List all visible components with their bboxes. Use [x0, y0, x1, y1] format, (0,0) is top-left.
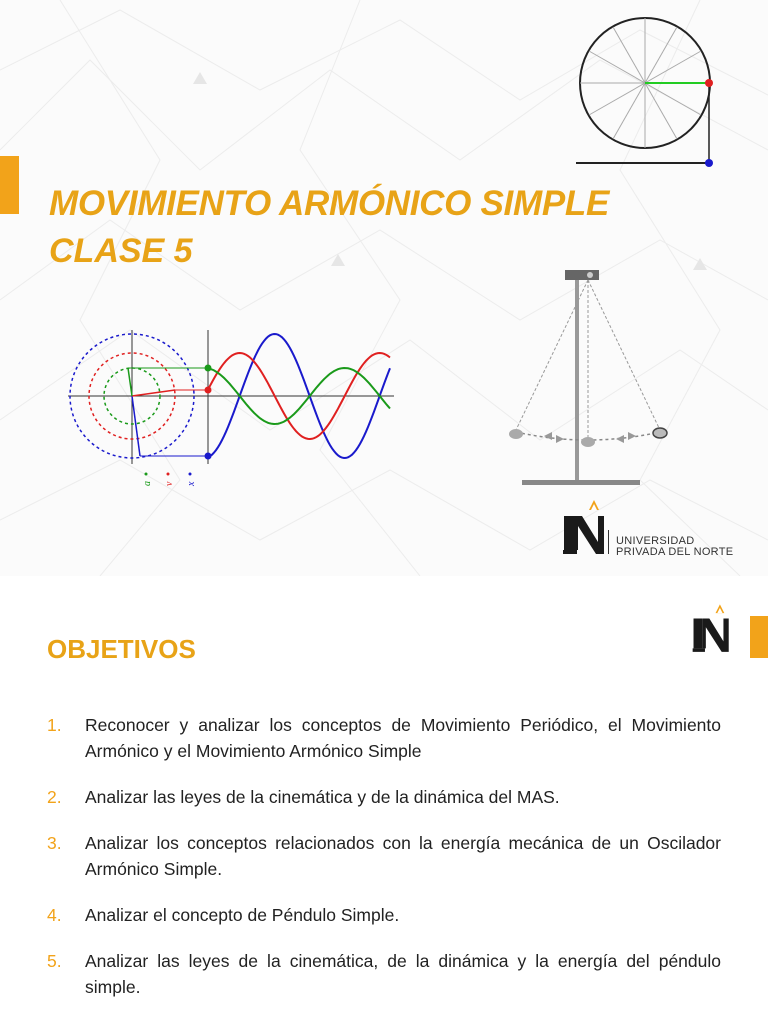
objectives-list [47, 712, 721, 1020]
displacement-dot [205, 453, 212, 460]
objective-text: Reconocer y analizar los conceptos de Movimiento Periódico, el Movimiento Armónico y el Movimiento Armónico Simple [85, 715, 721, 761]
objectives-accent-bar [750, 616, 768, 658]
objective-number: 2. [47, 787, 62, 807]
slide-divider [0, 576, 768, 586]
objective-text: Analizar los conceptos relacionados con la energía mecánica de un Oscilador Armónico Simple. [85, 833, 721, 879]
objective-item [47, 902, 721, 928]
legend-v-label: v [164, 481, 175, 486]
pendulum-stand-rod [575, 278, 579, 480]
slide-title: MOVIMIENTO ARMÓNICO SIMPLE [49, 184, 609, 223]
title-accent-bar [0, 156, 19, 214]
velocity-dot [205, 387, 212, 394]
objectives-heading: OBJETIVOS [47, 634, 196, 664]
velocity-phasor [132, 390, 175, 396]
objective-number: 5. [47, 951, 62, 971]
projected-point [705, 159, 713, 167]
objective-item [47, 784, 721, 810]
university-name-line2: PRIVADA DEL NORTE [616, 546, 734, 558]
objective-item [47, 830, 721, 882]
pendulum-clamp [565, 270, 599, 280]
pendulum-bob-center [581, 437, 595, 447]
pendulum-strings [516, 280, 660, 440]
objective-number: 4. [47, 905, 62, 925]
objective-item [47, 948, 721, 1000]
legend-x-label: x [186, 481, 197, 486]
objective-text: Analizar las leyes de la cinemática y de la dinámica del MAS. [85, 787, 560, 807]
university-name [616, 536, 733, 558]
slide-subtitle: CLASE 5 [49, 232, 193, 270]
pendulum-base [522, 480, 640, 485]
rotating-point [705, 79, 713, 87]
acceleration-phasor [128, 368, 132, 396]
objective-item [47, 712, 721, 764]
pendulum-bob-left [509, 429, 523, 439]
acceleration-dot [205, 365, 212, 372]
objective-text: Analizar las leyes de la cinemática, de la dinámica y la energía del péndulo simple. [85, 951, 721, 997]
objective-number: 1. [47, 715, 62, 735]
pendulum-bob-right [653, 428, 667, 438]
objective-text: Analizar el concepto de Péndulo Simple. [85, 905, 400, 925]
legend-a-label: a [142, 481, 153, 486]
rotating-circle-diagram [570, 14, 722, 172]
university-name-line1: UNIVERSIDAD [616, 535, 695, 547]
university-logo [560, 498, 610, 558]
logo-separator [608, 530, 609, 554]
displacement-phasor [132, 396, 140, 456]
objectives-logo [690, 598, 734, 660]
objective-number: 3. [47, 833, 62, 853]
phasor-waves-diagram [64, 324, 398, 490]
pendulum-diagram [502, 262, 682, 488]
phasor-legend [142, 473, 197, 488]
